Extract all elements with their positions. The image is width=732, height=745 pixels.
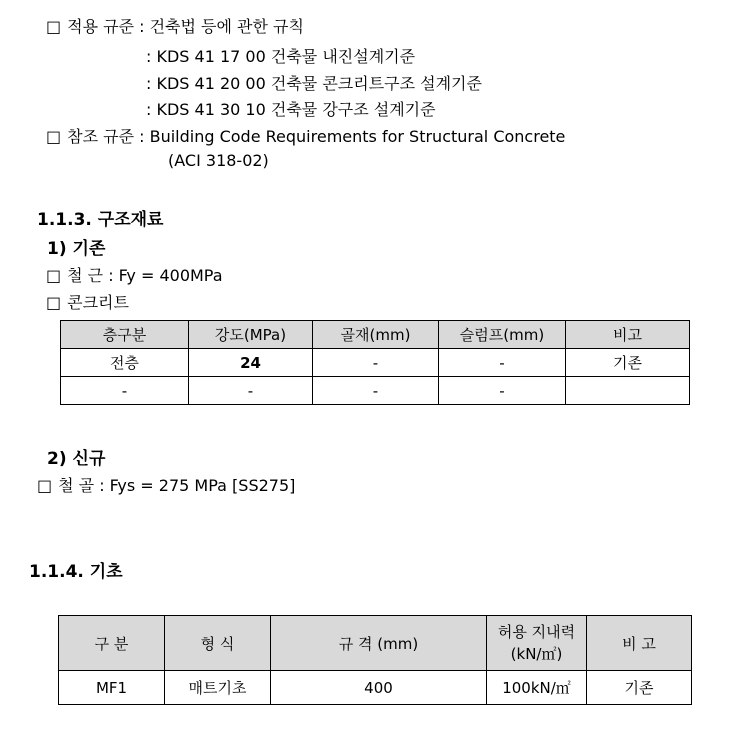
apply-standard-item: : KDS 41 17 00 건축물 내진설계기준 [146, 47, 416, 66]
apply-standard-item: : KDS 41 20 00 건축물 콘크리트구조 설계기준 [146, 74, 482, 93]
concrete-table [60, 320, 690, 405]
table-cell: 기존 [566, 349, 690, 377]
reference-standard-continuation: (ACI 318-02) [168, 151, 269, 170]
section-heading-foundation: 1.1.4. 기초 [29, 562, 123, 582]
foundation-table [58, 615, 692, 705]
column-header: 슬럼프(mm) [439, 321, 566, 349]
table-cell: - [439, 377, 566, 405]
column-header: 구 분 [59, 616, 165, 671]
table-cell: 400 [271, 671, 487, 705]
table-header-row [61, 321, 690, 349]
table-cell: 100kN/㎡ [487, 671, 587, 705]
reference-standard-label: □ 참조 규준 : Building Code Requirements for Structural Concrete [46, 124, 565, 147]
section-heading-materials: 1.1.3. 구조재료 [37, 210, 164, 230]
column-header-line: 허용 지내력 [497, 623, 576, 641]
column-header: 비고 [566, 321, 690, 349]
column-header: 비 고 [587, 616, 692, 671]
table-cell: - [313, 377, 439, 405]
column-header: 층구분 [61, 321, 189, 349]
table-row [61, 377, 690, 405]
apply-standard-item: : KDS 41 30 10 건축물 강구조 설계기준 [146, 100, 436, 119]
column-header: 골재(mm) [313, 321, 439, 349]
table-header-row [59, 616, 692, 671]
table-cell: - [189, 377, 313, 405]
table-cell: 전층 [61, 349, 189, 377]
rebar-spec: □ 철 근 : Fy = 400MPa [46, 263, 223, 286]
concrete-label: □ 콘크리트 [46, 290, 129, 313]
column-header: 규 격 (mm) [271, 616, 487, 671]
table-cell: - [313, 349, 439, 377]
column-header: 강도(MPa) [189, 321, 313, 349]
apply-standard-label: □ 적용 규준 : 건축법 등에 관한 규칙 [46, 14, 304, 37]
column-header-line: (kN/㎡) [510, 645, 563, 663]
steel-spec: □ 철 골 : Fys = 275 MPa [SS275] [37, 473, 295, 496]
table-cell: - [439, 349, 566, 377]
table-cell: 기존 [587, 671, 692, 705]
table-cell: 24 [189, 349, 313, 377]
subheading-existing: 1) 기존 [47, 239, 106, 259]
column-header [487, 616, 587, 671]
table-cell: - [61, 377, 189, 405]
column-header: 형 식 [165, 616, 271, 671]
subheading-new: 2) 신규 [47, 449, 106, 469]
table-cell [566, 377, 690, 405]
table-row [61, 349, 690, 377]
table-row [59, 671, 692, 705]
table-cell: MF1 [59, 671, 165, 705]
table-cell: 매트기초 [165, 671, 271, 705]
